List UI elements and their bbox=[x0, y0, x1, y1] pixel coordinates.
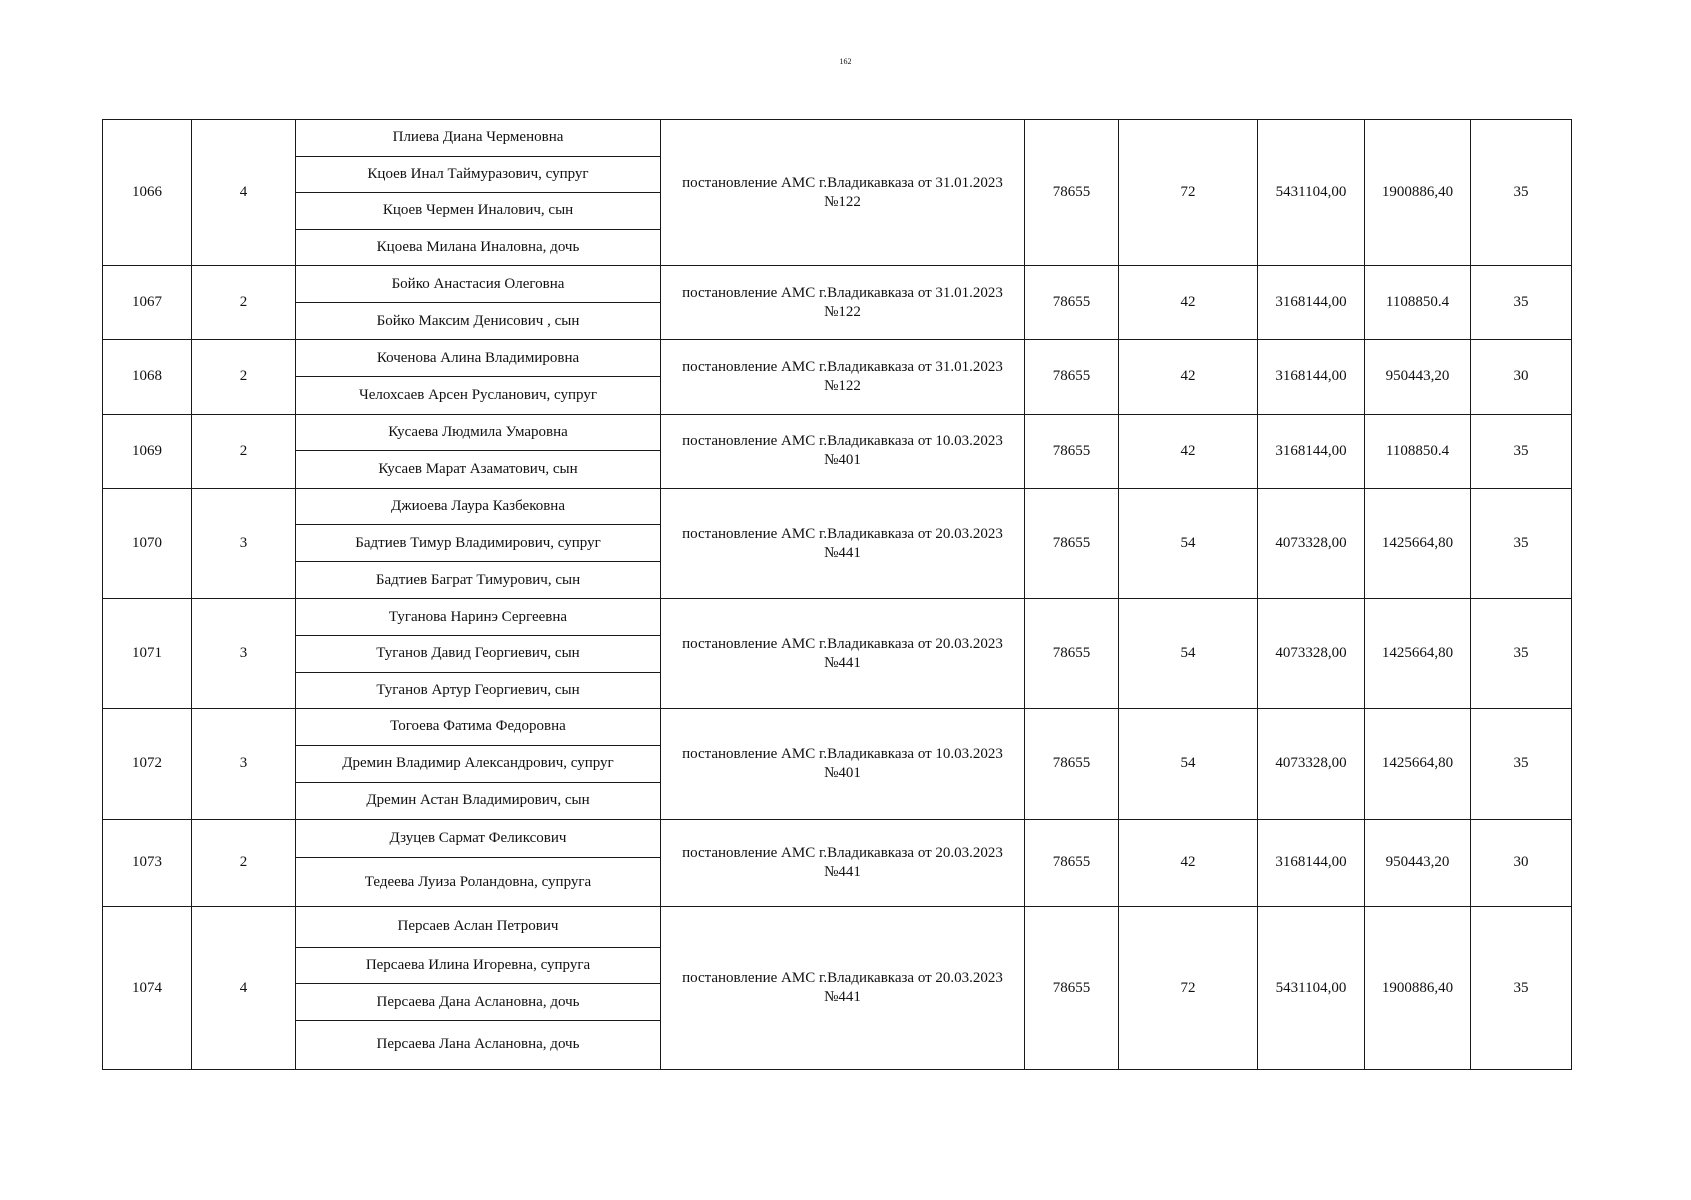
total-amount: 3168144,00 bbox=[1258, 414, 1365, 488]
payment-amount: 1108850.4 bbox=[1365, 266, 1471, 340]
members-count: 2 bbox=[192, 819, 296, 906]
table-row bbox=[103, 414, 1572, 451]
area: 72 bbox=[1119, 120, 1258, 266]
total-amount: 3168144,00 bbox=[1258, 819, 1365, 906]
record-number: 1066 bbox=[103, 120, 192, 266]
norm-cost: 78655 bbox=[1025, 488, 1119, 599]
family-member: Персаев Аслан Петрович bbox=[296, 907, 661, 948]
family-member: Плиева Диана Черменовна bbox=[296, 120, 661, 157]
area: 54 bbox=[1119, 488, 1258, 599]
family-member: Бадтиев Тимур Владимирович, супруг bbox=[296, 525, 661, 562]
decree-text: постановление АМС г.Владикавказа от 20.03.2023 bbox=[682, 635, 1003, 652]
family-member: Тогоева Фатима Федоровна bbox=[296, 709, 661, 746]
norm-cost: 78655 bbox=[1025, 340, 1119, 414]
family-member: Коченова Алина Владимировна bbox=[296, 340, 661, 377]
family-member: Кусаев Марат Азаматович, сын bbox=[296, 451, 661, 489]
payment-amount: 950443,20 bbox=[1365, 340, 1471, 414]
decree-number: №122 bbox=[824, 193, 861, 210]
family-member: Дзуцев Сармат Феликсович bbox=[296, 819, 661, 858]
family-member: Бойко Максим Денисович , сын bbox=[296, 302, 661, 340]
decree-number: №401 bbox=[824, 452, 861, 469]
percent: 35 bbox=[1471, 599, 1572, 709]
norm-cost: 78655 bbox=[1025, 266, 1119, 340]
decree-text: постановление АМС г.Владикавказа от 20.03.2023 bbox=[682, 844, 1003, 861]
decree-text: постановление АМС г.Владикавказа от 10.03.2023 bbox=[682, 433, 1003, 450]
family-member: Кцоев Чермен Иналович, сын bbox=[296, 193, 661, 230]
percent: 30 bbox=[1471, 819, 1572, 906]
decree-cell bbox=[661, 340, 1025, 414]
total-amount: 3168144,00 bbox=[1258, 340, 1365, 414]
family-member: Персаева Илина Игоревна, супруга bbox=[296, 947, 661, 984]
page-number: 162 bbox=[839, 57, 852, 66]
area: 54 bbox=[1119, 599, 1258, 709]
decree-text: постановление АМС г.Владикавказа от 31.01.2023 bbox=[682, 358, 1003, 375]
record-number: 1070 bbox=[103, 488, 192, 599]
table-row bbox=[103, 709, 1572, 746]
family-member: Джиоева Лаура Казбековна bbox=[296, 488, 661, 525]
family-member: Персаева Лана Аслановна, дочь bbox=[296, 1020, 661, 1069]
family-member: Кцоева Милана Иналовна, дочь bbox=[296, 229, 661, 266]
table-row bbox=[103, 819, 1572, 858]
percent: 35 bbox=[1471, 709, 1572, 820]
family-member: Дремин Астан Владимирович, сын bbox=[296, 783, 661, 820]
members-count: 2 bbox=[192, 414, 296, 488]
payment-amount: 1900886,40 bbox=[1365, 120, 1471, 266]
decree-number: №122 bbox=[824, 303, 861, 320]
decree-cell bbox=[661, 488, 1025, 599]
area: 54 bbox=[1119, 709, 1258, 820]
members-count: 2 bbox=[192, 340, 296, 414]
decree-number: №401 bbox=[824, 764, 861, 781]
percent: 35 bbox=[1471, 907, 1572, 1070]
members-count: 3 bbox=[192, 488, 296, 599]
decree-text: постановление АМС г.Владикавказа от 20.03.2023 bbox=[682, 525, 1003, 542]
payment-amount: 1425664,80 bbox=[1365, 488, 1471, 599]
decree-cell bbox=[661, 819, 1025, 906]
decree-text: постановление АМС г.Владикавказа от 10.03.2023 bbox=[682, 745, 1003, 762]
total-amount: 5431104,00 bbox=[1258, 907, 1365, 1070]
record-number: 1068 bbox=[103, 340, 192, 414]
members-count: 4 bbox=[192, 120, 296, 266]
percent: 30 bbox=[1471, 340, 1572, 414]
table-row bbox=[103, 599, 1572, 636]
payment-amount: 950443,20 bbox=[1365, 819, 1471, 906]
decree-cell bbox=[661, 907, 1025, 1070]
total-amount: 4073328,00 bbox=[1258, 488, 1365, 599]
percent: 35 bbox=[1471, 120, 1572, 266]
table-row bbox=[103, 266, 1572, 303]
decree-cell bbox=[661, 120, 1025, 266]
family-member: Туганова Наринэ Сергеевна bbox=[296, 599, 661, 636]
area: 42 bbox=[1119, 340, 1258, 414]
table-row bbox=[103, 488, 1572, 525]
table-row bbox=[103, 120, 1572, 157]
family-member: Челохсаев Арсен Русланович, супруг bbox=[296, 376, 661, 414]
norm-cost: 78655 bbox=[1025, 120, 1119, 266]
members-count: 4 bbox=[192, 907, 296, 1070]
payment-amount: 1900886,40 bbox=[1365, 907, 1471, 1070]
record-number: 1067 bbox=[103, 266, 192, 340]
record-number: 1071 bbox=[103, 599, 192, 709]
family-member: Тедеева Луиза Роландовна, супруга bbox=[296, 858, 661, 907]
decree-cell bbox=[661, 414, 1025, 488]
family-member: Туганов Давид Георгиевич, сын bbox=[296, 635, 661, 672]
family-member: Бадтиев Баграт Тимурович, сын bbox=[296, 561, 661, 599]
area: 42 bbox=[1119, 819, 1258, 906]
total-amount: 4073328,00 bbox=[1258, 599, 1365, 709]
decree-number: №441 bbox=[824, 989, 861, 1006]
record-number: 1074 bbox=[103, 907, 192, 1070]
decree-number: №441 bbox=[824, 544, 861, 561]
family-member: Кцоев Инал Таймуразович, супруг bbox=[296, 156, 661, 193]
decree-cell bbox=[661, 709, 1025, 820]
family-member: Персаева Дана Аслановна, дочь bbox=[296, 984, 661, 1021]
decree-cell bbox=[661, 266, 1025, 340]
decree-number: №441 bbox=[824, 863, 861, 880]
family-member: Кусаева Людмила Умаровна bbox=[296, 414, 661, 451]
total-amount: 3168144,00 bbox=[1258, 266, 1365, 340]
percent: 35 bbox=[1471, 414, 1572, 488]
payment-amount: 1108850.4 bbox=[1365, 414, 1471, 488]
norm-cost: 78655 bbox=[1025, 414, 1119, 488]
area: 42 bbox=[1119, 266, 1258, 340]
table-row bbox=[103, 340, 1572, 377]
decree-text: постановление АМС г.Владикавказа от 20.03.2023 bbox=[682, 970, 1003, 987]
table-row bbox=[103, 907, 1572, 948]
percent: 35 bbox=[1471, 266, 1572, 340]
members-count: 2 bbox=[192, 266, 296, 340]
housing-registry-table bbox=[102, 119, 1572, 1070]
registry-body bbox=[103, 120, 1572, 1070]
members-count: 3 bbox=[192, 709, 296, 820]
family-member: Туганов Артур Георгиевич, сын bbox=[296, 672, 661, 709]
area: 42 bbox=[1119, 414, 1258, 488]
payment-amount: 1425664,80 bbox=[1365, 599, 1471, 709]
family-member: Дремин Владимир Александрович, супруг bbox=[296, 745, 661, 783]
percent: 35 bbox=[1471, 488, 1572, 599]
record-number: 1069 bbox=[103, 414, 192, 488]
norm-cost: 78655 bbox=[1025, 599, 1119, 709]
area: 72 bbox=[1119, 907, 1258, 1070]
decree-text: постановление АМС г.Владикавказа от 31.01.2023 bbox=[682, 174, 1003, 191]
decree-number: №122 bbox=[824, 377, 861, 394]
norm-cost: 78655 bbox=[1025, 819, 1119, 906]
record-number: 1073 bbox=[103, 819, 192, 906]
members-count: 3 bbox=[192, 599, 296, 709]
total-amount: 4073328,00 bbox=[1258, 709, 1365, 820]
norm-cost: 78655 bbox=[1025, 907, 1119, 1070]
total-amount: 5431104,00 bbox=[1258, 120, 1365, 266]
family-member: Бойко Анастасия Олеговна bbox=[296, 266, 661, 303]
record-number: 1072 bbox=[103, 709, 192, 820]
payment-amount: 1425664,80 bbox=[1365, 709, 1471, 820]
norm-cost: 78655 bbox=[1025, 709, 1119, 820]
decree-text: постановление АМС г.Владикавказа от 31.01.2023 bbox=[682, 284, 1003, 301]
decree-number: №441 bbox=[824, 654, 861, 671]
decree-cell bbox=[661, 599, 1025, 709]
